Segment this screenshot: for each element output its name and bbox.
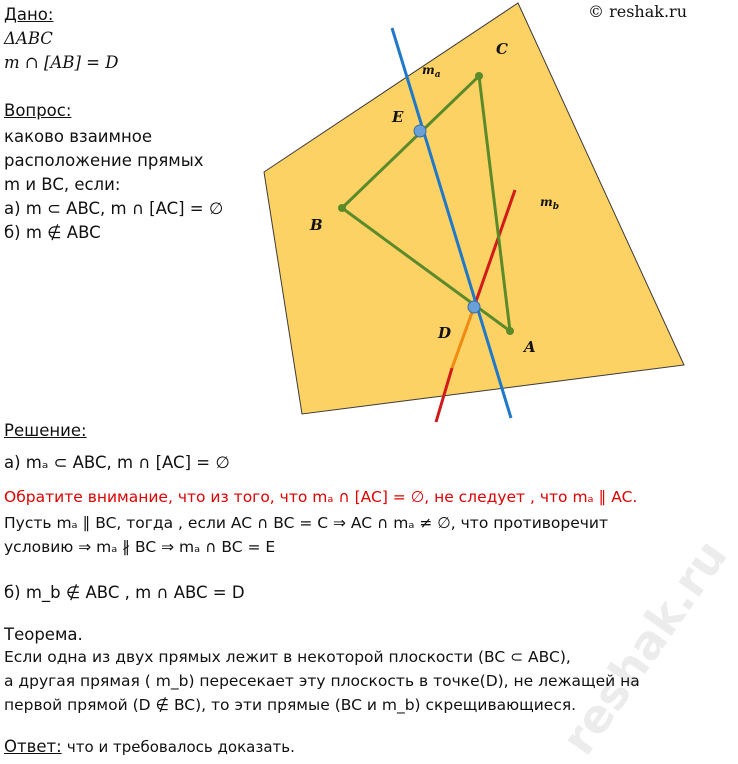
label-ma: $m_a$ (422, 63, 441, 80)
question-line-1: каково взаимное (4, 127, 153, 146)
given-triangle: ΔABC (4, 29, 53, 48)
label-b: B (310, 216, 323, 234)
vertex-a-point (506, 327, 514, 335)
question-line-3: m и BC, если: (4, 175, 121, 194)
answer-text: что и требовалось доказать. (66, 738, 295, 756)
point-d (468, 301, 480, 313)
label-a: A (524, 338, 536, 356)
solution-para-1: Пусть mₐ ∥ BC, тогда , если AC ∩ BC = C ⇒ AC ∩ mₐ ≠ ∅, что противоречит (4, 514, 609, 532)
theorem-line-3: первой прямой (D ∉ BC), то эти прямые (BC и m_b) скрещивающиеся. (4, 696, 577, 714)
solution-case-a: а) mₐ ⊂ ABC, m ∩ [AC] = ∅ (4, 453, 230, 472)
theorem-title: Теорема. (4, 625, 83, 644)
question-line-5: б) m ∉ ABC (4, 223, 101, 242)
vertex-c-point (475, 72, 483, 80)
answer (4, 736, 295, 758)
point-e (414, 125, 426, 137)
label-d: D (438, 324, 452, 342)
site-watermark: © reshak.ru (588, 2, 687, 21)
solution-case-b: б) m_b ∉ ABC , m ∩ ABC = D (4, 583, 245, 602)
given-title: Дано: (4, 5, 54, 24)
question-line-4: а) m ⊂ ABC, m ∩ [AC] = ∅ (4, 199, 224, 218)
solution-para-2: условию ⇒ mₐ ∦ BC ⇒ mₐ ∩ BC = E (4, 538, 276, 556)
diagonal-watermark: reshak.ru (550, 529, 738, 764)
label-mb: $m_b$ (540, 195, 559, 212)
vertex-b-point (338, 204, 346, 212)
label-e: E (392, 108, 404, 126)
question-title: Вопрос: (4, 101, 72, 120)
answer-label: Ответ: (4, 737, 62, 756)
theorem-line-2: а другая прямая ( m_b) пересекает эту плоскость в точке(D), не лежащей на (4, 672, 640, 690)
solution-note: Обратите внимание, что из того, что mₐ ∩ [AC] = ∅, не следует , что mₐ ∥ AC. (4, 488, 638, 506)
label-c: C (496, 40, 508, 58)
question-line-2: расположение прямых (4, 151, 204, 170)
plane-abc (264, 3, 684, 414)
solution-title: Решение: (4, 421, 87, 440)
given-intersection: m ∩ [AB] = D (4, 53, 119, 72)
theorem-line-1: Если одна из двух прямых лежит в некоторой плоскости (BC ⊂ ABC), (4, 648, 571, 666)
